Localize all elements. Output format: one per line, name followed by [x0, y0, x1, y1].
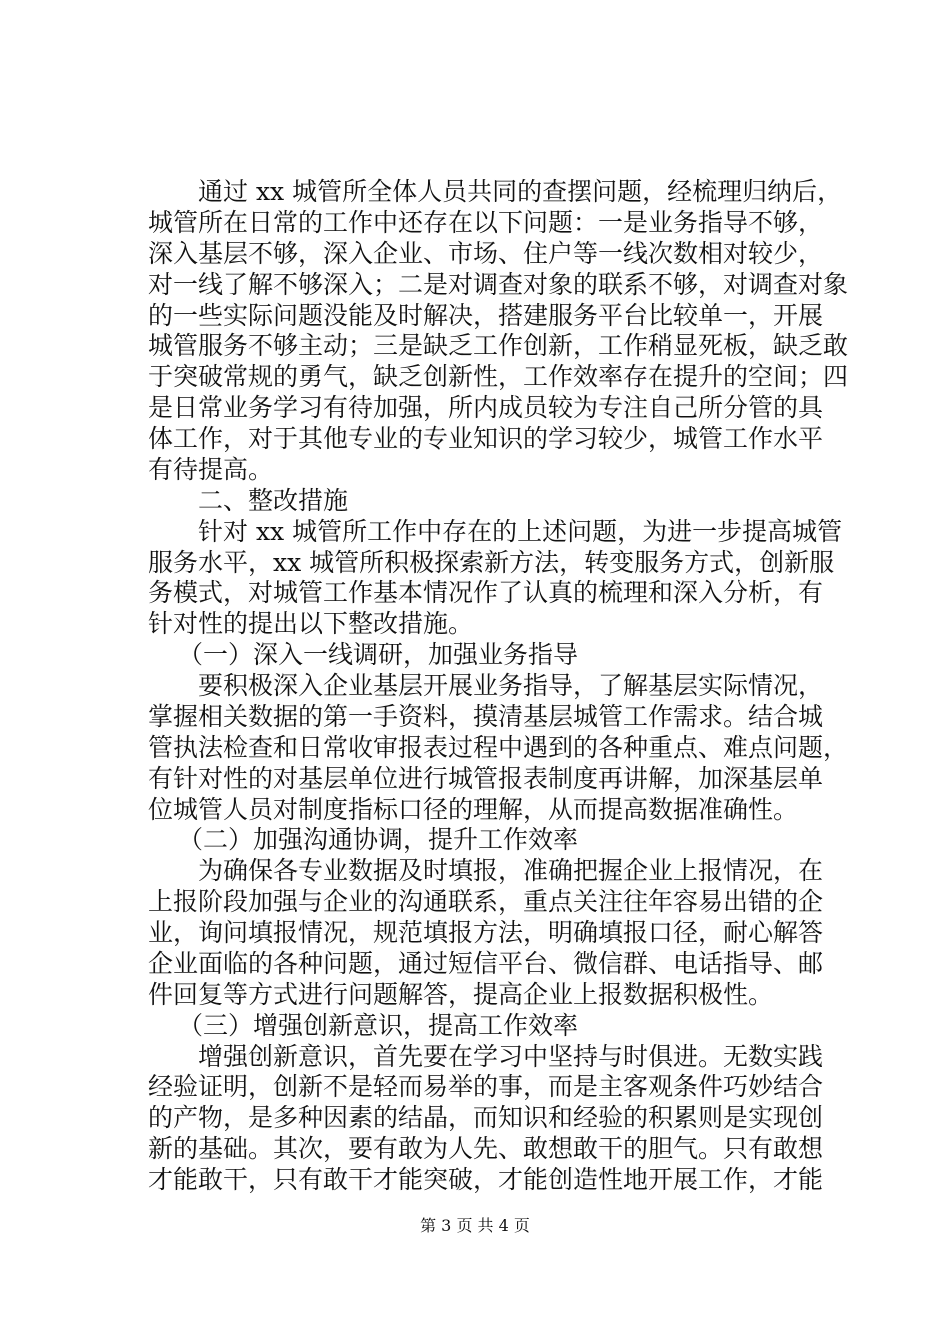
body-line: 业，询问填报情况，规范填报方法，明确填报口径，耐心解答	[148, 918, 824, 947]
body-line: 有针对性的对基层单位进行城管报表制度再讲解，加深基层单	[148, 764, 824, 793]
body-line: 务模式，对城管工作基本情况作了认真的梳理和深入分析，有	[148, 578, 824, 607]
body-line: 新的基础。其次，要有敢为人先、敢想敢干的胆气。只有敢想	[148, 1134, 824, 1163]
body-line: 体工作，对于其他专业的专业知识的学习较少，城管工作水平	[148, 424, 824, 453]
body-line: 的一些实际问题没能及时解决，搭建服务平台比较单一，开展	[148, 301, 824, 330]
body-line: 管执法检查和日常收审报表过程中遇到的各种重点、难点问题，	[148, 733, 849, 762]
body-line: 增强创新意识，首先要在学习中坚持与时俱进。无数实践	[198, 1042, 824, 1071]
body-line: 对一线了解不够深入；二是对调查对象的联系不够，对调查对象	[148, 270, 849, 299]
body-line: 城管服务不够主动；三是缺乏工作创新，工作稍显死板，缺乏敢	[148, 331, 849, 360]
body-line: 的产物，是多种因素的结晶，而知识和经验的积累则是实现创	[148, 1103, 824, 1132]
body-line: 是日常业务学习有待加强，所内成员较为专注自己所分管的具	[148, 393, 824, 422]
body-line: 要积极深入企业基层开展业务指导，了解基层实际情况，	[198, 671, 824, 700]
body-line: 为确保各专业数据及时填报，准确把握企业上报情况，在	[198, 856, 824, 885]
body-line: 通过 xx 城管所全体人员共同的查摆问题，经梳理归纳后，	[198, 177, 843, 206]
body-line: 于突破常规的勇气，缺乏创新性，工作效率存在提升的空间；四	[148, 362, 849, 391]
page-number-footer: 第 3 页 共 4 页	[420, 1216, 530, 1235]
body-line: 企业面临的各种问题，通过短信平台、微信群、电话指导、邮	[148, 949, 824, 978]
body-line: 经验证明，创新不是轻而易举的事，而是主客观条件巧妙结合	[148, 1072, 824, 1101]
body-line: 上报阶段加强与企业的沟通联系，重点关注往年容易出错的企	[148, 887, 824, 916]
body-line: 深入基层不够，深入企业、市场、住户等一线次数相对较少，	[148, 239, 824, 268]
subsection-heading: （一）深入一线调研，加强业务指导	[178, 640, 579, 669]
body-line: 才能敢干，只有敢干才能突破，才能创造性地开展工作，才能	[148, 1165, 824, 1194]
subsection-heading: （二）加强沟通协调，提升工作效率	[178, 825, 579, 854]
body-line: 件回复等方式进行问题解答，提高企业上报数据积极性。	[148, 980, 774, 1009]
section-heading: 二、整改措施	[198, 486, 349, 515]
body-line: 针对 xx 城管所工作中存在的上述问题，为进一步提高城管	[198, 517, 843, 546]
body-line: 位城管人员对制度指标口径的理解，从而提高数据准确性。	[148, 795, 799, 824]
body-line: 针对性的提出以下整改措施。	[148, 609, 474, 638]
subsection-heading: （三）增强创新意识，提高工作效率	[178, 1011, 579, 1040]
body-line: 服务水平，xx 城管所积极探索新方法，转变服务方式，创新服	[148, 548, 835, 577]
body-line: 有待提高。	[148, 455, 274, 484]
body-line: 掌握相关数据的第一手资料，摸清基层城管工作需求。结合城	[148, 702, 824, 731]
body-line: 城管所在日常的工作中还存在以下问题：一是业务指导不够，	[148, 208, 824, 237]
